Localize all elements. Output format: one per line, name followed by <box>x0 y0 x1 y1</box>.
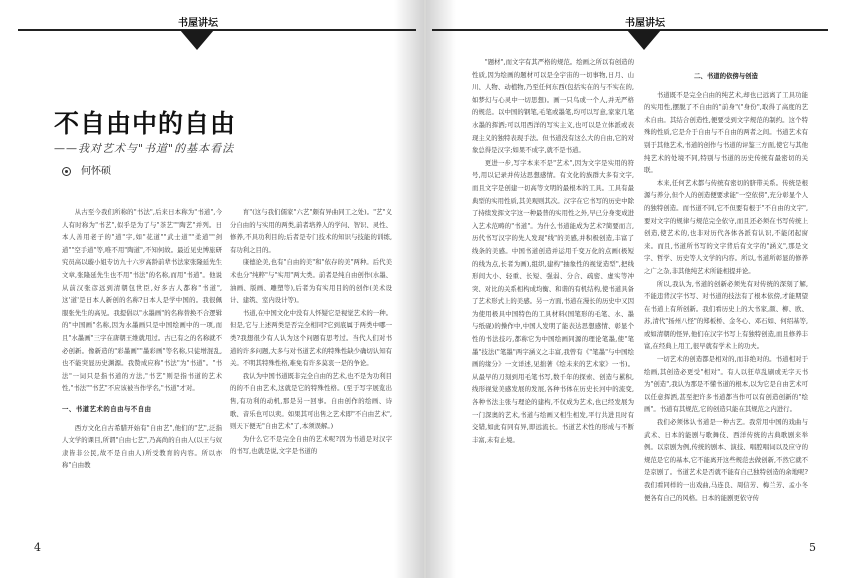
section-heading-1: 一、书道艺术的自由与不自由 <box>62 404 152 413</box>
paragraph: 所以,我认为,书道的创新必须先有对传统的深刻了解,不能违背汉字书写、对书道的技法有了根本依傍,才能期望在书道上有所创新。我们看历史上的大书家,颜、柳、欧、苏,清代"扬州八怪"的郑板桥、金冬心、邓石如、何绍基等,或如清朝的怪异,他们在汉字书写上有独特创造,而且修养丰富,在经典上用工,很早就有学术上的功夫。 <box>644 279 808 351</box>
paragraph: 本来,任何艺术都与传统有密切的脐带关系。传统是根源与养分,但个人的创造便要求能"一空依傍",充分彰显个人的独特创造。而书道不同,它不但要有根于"不自由的文字",要对文字的规律与规范完全依守,而且还必须在书写传统上创造,使艺术的,也非对历代各体各派有认识,不能闭起窗来。而且,书道所书写的文字背后有文字的"涵义",那是文字、哲学、历史等人文学的内容。所以,书道所彰显的修养之广之杂,非其他纯艺术所能相提并论。 <box>644 178 808 275</box>
gutter-shadow <box>426 0 456 578</box>
right-column-1 <box>472 56 634 534</box>
right-page <box>426 0 850 578</box>
article-title: 不自由中的自由 <box>54 109 237 138</box>
header-triangle-right <box>627 30 661 50</box>
left-column-1 <box>62 206 222 534</box>
bullet-circle-icon <box>62 167 71 176</box>
header-rule-left <box>18 29 416 31</box>
paragraph: 我们必须体认书道是一种古艺。我常用中国的戏曲与武术、日本的能剧与歌舞伎、西洋传统的古典歌剧来举例。以京剧为例,传统的剧本、演技、唱腔唱词以及应守的规范是它的基本,它不能离开这些规范去做创新,不然它就不是京剧了。书道艺术是否就不能有自己独特创造的余地呢?我们看同样的一出戏曲,马连良、周信芳、梅兰芳、孟小冬便各有自己的风格。日本的能剧更依守传 <box>644 418 808 502</box>
paragraph: 更进一步,写字本来不是"艺术",因为文字是实用的符号,用以记录并传达思想感情。有文化的族群大多有文字,而且文字是创建一切高等文明的最根本的工具。工具有最典型的实用性质,其美观则其次。汉字在它书写的历史中除了持续发挥文字这一种最普的实用性之外,早已分身变成进入艺术范畴的"书道"。为什么书道能成为艺术?简要而言,历代书写汉字的先人发现"线"的美感,并积极创造,丰富了线条的美感。中国书道创造并运用千变万化的点画(极短的线为点,长者为画),组织,建构"抽象性的视觉造型",把线形间大小、轻重、长短、强弱、分合、疏密、虚实等冲突、对比的关系相构成均衡、和谐的有机结构,使书道具备了艺术形式上的美感。另一方面,书道在漫长的历史中又因为使用极具中国特色的工具材料(国笔形的毛笔、水、墨与纸砚)的操作中,中国人发明了能表达思想感情、彰显个性的书法技巧,都称它为中国绘画同源的理论笔墨,使"笔墨"技法("笔墨"两字涵义之丰富,我曾有《"笔墨"与中国绘画的缘分》一文详述,见拙著《绘未来的艺术家》一书)。从最早的刀刻到用毛笔书写,数千年的探索、创造与累积,线形视觉美感发展的发展,各种书体在历史长河中的流变,各种书法主张与理论的建构,不仅成为艺术,也已经发展为一门深奥的艺术,书道与绘画又相生相发,平行共进且时有交错,如此有同有异,即远流长。书道艺术性的形成与不断丰富,未有止境。 <box>472 158 634 444</box>
paragraph: 一切艺术的创造都是相对的,而非绝对的。书道相对于绘画,其创造必更受"相对"。有人以狂草乱刷或无字天书为"创造",我认为那是不懂书道的根本,以为它是自由艺术可以任意挥洒,甚至把许多书道都当作可以有创造创新的"绘画"。书道有其规范,它的创造只能在其规范之内进行。 <box>644 355 808 414</box>
page-number-right: 5 <box>809 541 816 554</box>
left-column-2 <box>230 206 392 534</box>
paragraph: 育"(这与我们儒家"六艺"颇有异曲同工之处)。"艺"义分自由的与实用的两类,前者培养人的学问、智识、灵性、修养,不具功利目的;后者是专门技术的知识与技能的训练,有功利之目的。 <box>230 208 392 254</box>
right-column-2 <box>644 70 808 534</box>
header-triangle-left <box>180 30 214 50</box>
paragraph: "题材",而文字有其严格的规范。绘画之所以有创造的性质,因为绘画的题材可以是全宇宙的一切事物,日月、山川、人物、动植物,乃至任何东西(包括实在的与不实在的,如梦幻与心灵中一切思想)。画一只鸟或一个人,并无严格的规范。以中国的钢笔,毛笔或墨笔,均可以写意,家家几笔水墨的挥洒;可以用西洋的写实主义,也可以是立体派或表现主义的独特表现手法。但书道没有这么大的自由,它的对象总得是汉字;如果不成字,就不是书道。 <box>472 58 634 155</box>
running-header-right: 书屋讲坛 <box>625 18 665 29</box>
left-page <box>0 0 424 578</box>
paragraph: 西方文化自古希腊开始有"自由艺",他们的"艺",泛指人文学的课目,所谓"自由七艺",乃高尚的自由人(以王与奴隶皆非公民,故不是自由人)所受教育的内容。所以亦称"自由教 <box>62 423 222 470</box>
paragraph: 康德论美,也有"自由的美"和"依存的美"两种。后代美术也分"纯粹"与"实用"两大类。前者是纯自由创作(水墨、油画、版画、雕塑等),后者为有实用目的的创作(美术设计、建筑、室内设计等)。 <box>230 258 392 305</box>
paragraph: 为什么它不是完全自由的艺术呢?因为书道是对汉字的书写,也就是说,文字是书道的 <box>230 434 392 456</box>
paragraph: 书道既不是完全自由的纯艺术,却也已远离了工具功能的实用性,摆脱了不自由的"前身"("身份",取得了高度的艺术自由。其结合创造性,便要受到文字规范的制约。这个特殊的性质,它是介于自由与不自由的两者之间。书道艺术有别于其他艺术,书道的创作与书道的评鉴三方面,使它与其他纯艺术的处境不同,特别与书道的历史传统有最密切的关联。 <box>644 90 808 175</box>
gutter-shadow <box>394 0 424 578</box>
paragraph: 书道,在中国文化中没有人怀疑它是视觉艺术的一种。但是,它与上述两类是否完全相同?它到底属于两类中哪一类?我想很少有人认为这个问题有思考过。当代人们对书道的许多问题,大多与对书道艺术的特殊性缺少确切认知有关。不明其特殊性格,难免有许多莫衷一是的争论。 <box>230 308 392 368</box>
author-name: 何怀硕 <box>81 166 111 177</box>
article-subtitle: ——我对艺术与"书道"的基本看法 <box>54 142 235 155</box>
paragraph: 我认为中国书道既非完全自由的艺术,也不是为功利目的的不自由艺术,这就是它的特殊性格。(至于写字展览出售,有功利的动机,那是另一回事。自由创作的绘画、诗歌、音乐也可以卖。如果其可出售之艺术即"不自由艺术",则天下便无"自由艺术"了,本须误解。) <box>230 371 392 431</box>
running-header-left: 书屋讲坛 <box>178 18 218 29</box>
paragraph: 从古至今我们所称的"书法",后来日本称为"书道",今人有时称为"书艺",似乎是为了与"茶艺""陶艺"并列。日本人善用老子的"道"字,如"花道""武士道""柔道""剑道""空手道"等,唯不用"陶道",不知何故。最近见史博旅研究员高以璇小姐专访九十六岁高龄前辈书法家张隆延先生文章,张隆延先生也不用"书法"的名称,而用"书道"。他说从前汉张彦远到清朝包世臣,好多古人都称"书道",这'道'是日本人新创的名称?日本人是学中国的。我很佩服张先生的高见。我提倡以"水墨画"的名称替换不合逻辑的"中国画"名称,因为水墨画只是中国绘画中的一项,而且"水墨画"三字在唐朝王维就用过。古已有之的名称就不必创新。像新造的"彩墨画""墨彩画"等名称,只徒增混乱,也不能突显历史渊源。我赞成应称"书法"为"书道"。"书法"一词只是指书道的方法,"书艺"则是指书道的艺术性,"书法""书艺"不应该被当作学名,"书道"才对。 <box>62 208 222 393</box>
section-heading-2: 二、书道的依傍与创造 <box>694 72 758 80</box>
page-number-left: 4 <box>34 541 41 554</box>
author-line <box>62 162 111 177</box>
